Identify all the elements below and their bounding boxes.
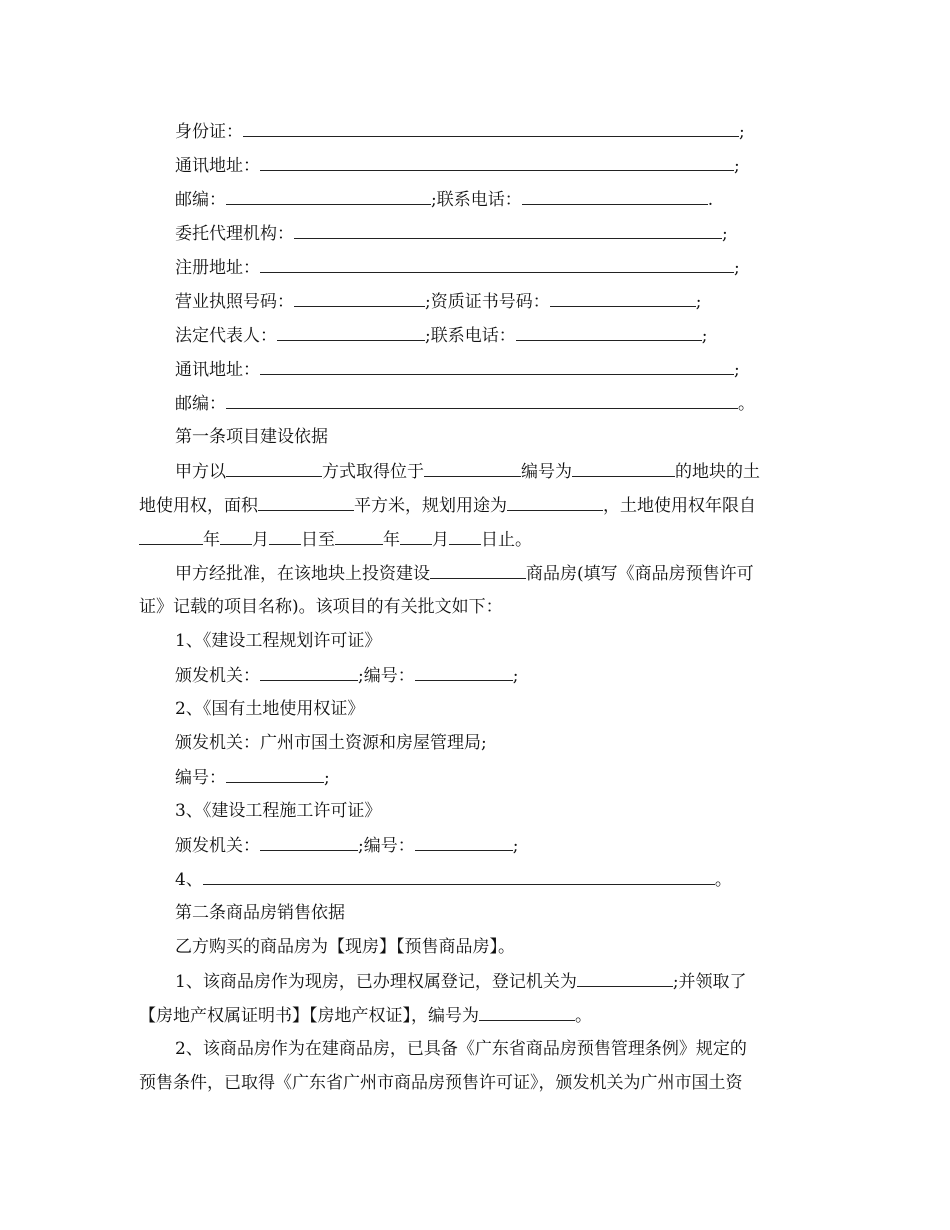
item3-issuer-row — [175, 834, 518, 857]
license-blank[interactable] — [294, 290, 425, 307]
phone-blank[interactable] — [516, 324, 702, 341]
postcode-label: 邮编： — [175, 394, 226, 414]
text: 编号为 — [521, 462, 572, 482]
text: 甲方以 — [175, 462, 226, 482]
project-name-blank[interactable] — [430, 562, 526, 579]
text: 年 — [203, 530, 220, 550]
phone-blank[interactable] — [522, 188, 708, 205]
punct: ; — [734, 258, 740, 278]
text: 日止。 — [481, 530, 532, 550]
phone-label: ;联系电话： — [425, 326, 516, 346]
article2-p2-line2 — [139, 1004, 592, 1027]
legal-rep-label: 法定代表人： — [175, 326, 277, 346]
qual-cert-label: ;资质证书号码： — [425, 292, 550, 312]
text: 平方米，规划用途为 — [354, 496, 507, 516]
mail-address-blank[interactable] — [260, 154, 734, 171]
mail-address-blank[interactable] — [260, 358, 734, 375]
punct: ; — [512, 836, 519, 856]
text: ;并领取了 — [672, 972, 747, 992]
article1-p1-line2 — [139, 494, 756, 517]
article2-p3-line2: 预售条件，已取得《广东省广州市商品房预售许可证》，颁发机关为广州市国土资 — [139, 1073, 743, 1093]
article1-title: 第一条项目建设依据 — [175, 427, 328, 447]
text: 甲方经批准，在该地块上投资建设 — [175, 564, 430, 584]
mail-address-row-2 — [175, 358, 740, 381]
text: 月 — [432, 530, 449, 550]
punct: ; — [695, 292, 702, 312]
number-blank[interactable] — [415, 834, 513, 851]
text: ，土地使用权年限自 — [603, 496, 756, 516]
certificate-number-blank[interactable] — [479, 1004, 575, 1021]
punct: ; — [734, 156, 740, 176]
phone-label: ;联系电话： — [431, 190, 522, 210]
postcode-phone-row — [175, 188, 713, 211]
punct: 。 — [714, 870, 732, 890]
year-start-blank[interactable] — [139, 528, 203, 545]
item2-issuer: 颁发机关：广州市国土资源和房屋管理局; — [175, 733, 487, 753]
item4-row — [175, 868, 732, 891]
text: 年 — [383, 530, 400, 550]
license-row — [175, 290, 701, 313]
number-label: 编号： — [175, 768, 226, 788]
item1-title: 1、《建设工程规划许可证》 — [175, 631, 382, 651]
text: 4、 — [175, 870, 203, 890]
item1-issuer-row — [175, 664, 518, 687]
article1-p1-line3 — [139, 528, 532, 551]
item4-blank[interactable] — [203, 868, 715, 885]
text: 1、该商品房作为现房，已办理权属登记，登记机关为 — [175, 972, 577, 992]
punct: 。 — [738, 394, 755, 414]
mail-address-row — [175, 154, 740, 177]
day-start-blank[interactable] — [269, 528, 301, 545]
agency-blank[interactable] — [294, 222, 722, 239]
article2-p2-line1 — [175, 970, 747, 993]
text: 方式取得位于 — [322, 462, 424, 482]
day-end-blank[interactable] — [449, 528, 481, 545]
number-blank[interactable] — [415, 664, 513, 681]
postcode-row-2 — [175, 392, 755, 415]
punct: . — [707, 190, 714, 210]
issuer-label: 颁发机关： — [175, 666, 260, 686]
location-blank[interactable] — [424, 460, 521, 477]
item2-title: 2、《国有土地使用权证》 — [175, 699, 365, 719]
number-blank[interactable] — [226, 766, 324, 783]
punct: ; — [512, 666, 519, 686]
reg-address-blank[interactable] — [260, 256, 734, 273]
qual-cert-blank[interactable] — [550, 290, 696, 307]
year-end-blank[interactable] — [335, 528, 383, 545]
acquire-method-blank[interactable] — [226, 460, 322, 477]
id-card-blank[interactable] — [243, 120, 739, 137]
legal-rep-blank[interactable] — [277, 324, 425, 341]
postcode-blank[interactable] — [226, 392, 738, 409]
reg-address-row — [175, 256, 740, 279]
text: 的地块的土 — [675, 462, 760, 482]
agency-row — [175, 222, 728, 245]
agency-label: 委托代理机构： — [175, 224, 294, 244]
license-label: 营业执照号码： — [175, 292, 294, 312]
registration-authority-blank[interactable] — [577, 970, 673, 987]
issuer-blank[interactable] — [260, 834, 358, 851]
text: 地使用权，面积 — [139, 496, 258, 516]
legal-rep-row — [175, 324, 707, 347]
article2-p1: 乙方购买的商品房为【现房】【预售商品房】。 — [175, 937, 515, 957]
mail-address-label: 通讯地址： — [175, 360, 260, 380]
article1-p1-line1 — [175, 460, 760, 483]
mail-address-label: 通讯地址： — [175, 156, 260, 176]
month-end-blank[interactable] — [400, 528, 432, 545]
punct: ; — [734, 360, 740, 380]
number-label: ;编号： — [358, 666, 415, 686]
article2-p3-line1: 2、该商品房作为在建商品房，已具备《广东省商品房预售管理条例》规定的 — [175, 1039, 747, 1059]
item2-number-row — [175, 766, 330, 789]
punct: ; — [324, 768, 330, 788]
plot-number-blank[interactable] — [572, 460, 675, 477]
article2-title: 第二条商品房销售依据 — [175, 903, 345, 923]
article1-p2-line1 — [175, 562, 754, 585]
id-card-label: 身份证： — [175, 122, 243, 142]
text: 月 — [252, 530, 269, 550]
text: 【房地产权属证明书】【房地产权证】，编号为 — [139, 1006, 479, 1026]
reg-address-label: 注册地址： — [175, 258, 260, 278]
id-card-row — [175, 120, 745, 143]
postcode-blank[interactable] — [226, 188, 431, 205]
article1-p2-line2: 证》记载的项目名称)。该项目的有关批文如下： — [139, 597, 503, 617]
text: 日至 — [301, 530, 335, 550]
punct: ; — [722, 224, 728, 244]
number-label: ;编号： — [358, 836, 415, 856]
item3-title: 3、《建设工程施工许可证》 — [175, 801, 382, 821]
area-blank[interactable] — [258, 494, 354, 511]
issuer-blank[interactable] — [260, 664, 358, 681]
punct: ; — [701, 326, 708, 346]
postcode-label: 邮编： — [175, 190, 226, 210]
text: 商品房(填写《商品房预售许可 — [526, 564, 754, 584]
punct: ; — [739, 122, 745, 142]
month-start-blank[interactable] — [220, 528, 252, 545]
planned-use-blank[interactable] — [507, 494, 603, 511]
issuer-label: 颁发机关： — [175, 836, 260, 856]
punct: 。 — [575, 1006, 592, 1026]
